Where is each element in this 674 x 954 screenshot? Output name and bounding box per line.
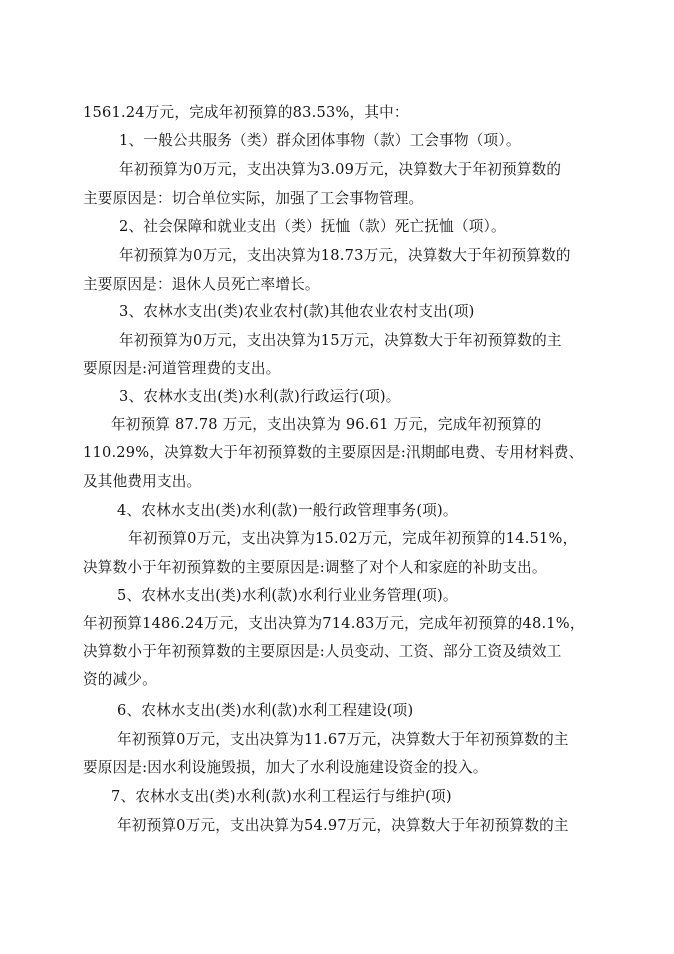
- section-heading: 4、农林水支出(类)水利(款)一般行政管理事务(项)。: [117, 502, 458, 519]
- section-heading: 6、农林水支出(类)水利(款)水利工程建设(项): [117, 702, 414, 719]
- text-line: 年初预算为0万元，支出决算为15万元，决算数大于年初预算数的主: [119, 332, 562, 349]
- text-line: 年初预算1486.24万元，支出决算为714.83万元，完成年初预算的48.1%，: [83, 615, 585, 632]
- text-line: 及其他费用支出。: [83, 473, 202, 490]
- text-line: 年初预算为0万元，支出决算为18.73万元，决算数大于年初预算数的: [119, 247, 571, 264]
- section-heading: 1、一般公共服务（类）群众团体事物（款）工会事物（项）。: [119, 132, 521, 149]
- text-line: 决算数小于年初预算数的主要原因是:人员变动、工资、部分工资及绩效工: [83, 643, 562, 660]
- section-heading: 3、农林水支出(类)水利(款)行政运行(项)。: [119, 388, 401, 405]
- text-line: 年初预算0万元，支出决算为15.02万元，完成年初预算的14.51%，: [128, 530, 578, 547]
- text-line: 决算数小于年初预算数的主要原因是:调整了对个人和家庭的补助支出。: [83, 559, 547, 576]
- text-line: 年初预算为0万元，支出决算为3.09万元，决算数大于年初预算数的: [119, 161, 562, 178]
- section-heading: 7、农林水支出(类)水利(款)水利工程运行与维护(项): [111, 788, 452, 805]
- text-line: 年初预算0万元，支出决算为54.97万元，决算数大于年初预算数的主: [117, 817, 569, 834]
- text-line: 主要原因是：退休人员死亡率增长。: [83, 276, 320, 293]
- text-line: 要原因是:因水利设施毁损，加大了水利设施建设资金的投入。: [83, 759, 488, 776]
- text-line: 主要原因是：切合单位实际，加强了工会事物管理。: [83, 190, 424, 207]
- section-heading: 5、农林水支出(类)水利(款)水利行业业务管理(项)。: [117, 587, 458, 604]
- text-line: 年初预算0万元，支出决算为11.67万元，决算数大于年初预算数的主: [117, 731, 569, 748]
- text-line: 年初预算 87.78 万元，支出决算为 96.61 万元，完成年初预算的: [111, 416, 542, 433]
- text-line: 110.29%，决算数大于年初预算数的主要原因是:汛期邮电费、专用材料费、: [83, 444, 584, 461]
- text-line: 资的减少。: [83, 671, 157, 688]
- section-heading: 3、农林水支出(类)农业农村(款)其他农业农村支出(项): [119, 303, 475, 320]
- section-heading: 2、社会保障和就业支出（类）抚恤（款）死亡抚恤（项）。: [119, 218, 506, 235]
- text-line: 要原因是:河道管理费的支出。: [83, 360, 281, 377]
- text-line: 1561.24万元，完成年初预算的83.53%，其中：: [83, 104, 409, 121]
